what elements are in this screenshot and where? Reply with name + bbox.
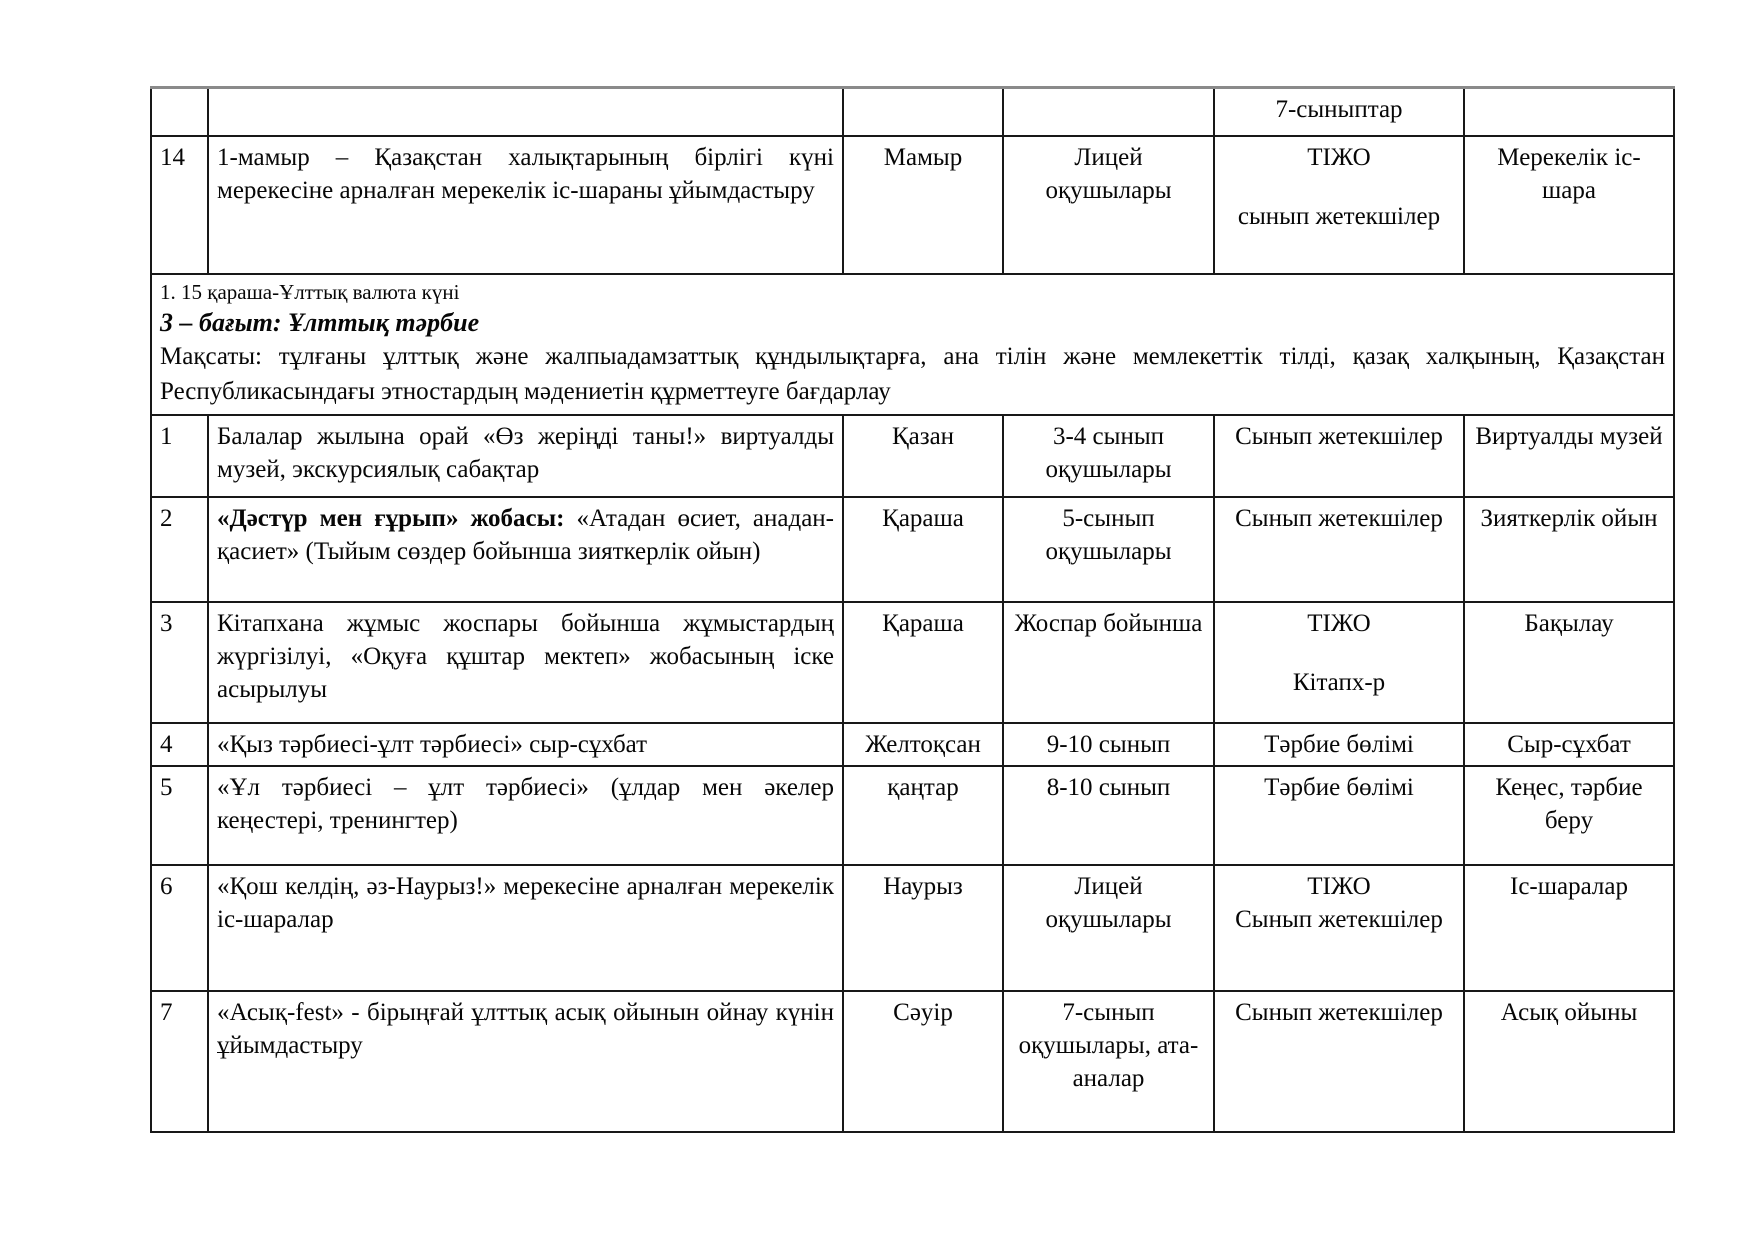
result-cell: Іс-шаралар: [1464, 865, 1674, 991]
month-cell: Наурыз: [843, 865, 1003, 991]
table-row-6: [151, 865, 1674, 991]
activity-cell: Кітапхана жұмыс жоспары бойынша жұмыстардың жүргізілуі, «Оқуға құштар мектеп» жобасының іске асырылуы: [208, 602, 843, 723]
responsible-cell: [1214, 415, 1464, 497]
responsible-cell: [1214, 766, 1464, 865]
participants-cell: Лицей оқушылары: [1003, 136, 1214, 274]
row-number-cell: 1: [151, 415, 208, 497]
plan-table: [150, 86, 1675, 1133]
row-number-cell: 7: [151, 991, 208, 1132]
table-row-5: [151, 766, 1674, 865]
section-row: [151, 274, 1674, 415]
responsible-text: Тәрбие бөлімі: [1264, 731, 1414, 758]
row-number-cell: 3: [151, 602, 208, 723]
responsible-cell: [1214, 991, 1464, 1132]
section-goal: Мақсаты: тұлғаны ұлттық және жалпыадамзаттық құндылықтарға, ана тілін және мемлекеттік тілді, қазақ халқының, Қазақстан Республикасындағы этностардың мәдениетін құрметтеуге бағдарлау: [160, 343, 1665, 405]
month-cell: [843, 88, 1003, 137]
month-cell: қаңтар: [843, 766, 1003, 865]
section-note: 1. 15 қараша-Ұлттық валюта күні: [160, 280, 460, 304]
table-row-1: [151, 415, 1674, 497]
row-number-cell: 5: [151, 766, 208, 865]
responsible-text: Кітапх-р: [1292, 669, 1386, 696]
responsible-cell: [1214, 723, 1464, 766]
activity-cell: «Қыз тәрбиесі-ұлт тәрбиесі» сыр-сұхбат: [208, 723, 843, 766]
activity-cell: «Қош келдің, әз-Наурыз!» мерекесіне арналған мерекелік іс-шаралар: [208, 865, 843, 991]
responsible-text: Сынып жетекшілер: [1235, 423, 1443, 450]
participants-cell: [1003, 88, 1214, 137]
responsible-cell: [1214, 136, 1464, 274]
month-cell: Қазан: [843, 415, 1003, 497]
participants-cell: 3-4 сынып оқушылары: [1003, 415, 1214, 497]
responsible-text: сынып жетекшілер: [1237, 203, 1441, 230]
row-number-cell: 6: [151, 865, 208, 991]
responsible-text: Сынып жетекшілер: [1235, 999, 1443, 1026]
activity-cell: Балалар жылына орай «Өз жеріңді таны!» виртуалды музей, экскурсиялық сабақтар: [208, 415, 843, 497]
participants-cell: Лицей оқушылары: [1003, 865, 1214, 991]
result-cell: [1464, 88, 1674, 137]
responsible-text: Тәрбие бөлімі: [1264, 774, 1414, 801]
responsible-cell: [1214, 865, 1464, 991]
result-cell: Бақылау: [1464, 602, 1674, 723]
responsible-text: 7-сыныптар: [1275, 96, 1403, 123]
result-cell: Зияткерлік ойын: [1464, 497, 1674, 602]
activity-cell: [208, 497, 843, 602]
activity-cell: «Ұл тәрбиесі – ұлт тәрбиесі» (ұлдар мен әкелер кеңестері, тренингтер): [208, 766, 843, 865]
table-row-14: [151, 136, 1674, 274]
responsible-cell: [1214, 88, 1464, 137]
activity-cell: [208, 88, 843, 137]
result-cell: Мерекелік іс-шара: [1464, 136, 1674, 274]
participants-cell: 5-сынып оқушылары: [1003, 497, 1214, 602]
section-cell: [151, 274, 1674, 415]
table-row-2: [151, 497, 1674, 602]
row-number-cell: 2: [151, 497, 208, 602]
table-row-partial: [151, 88, 1674, 137]
month-cell: Қараша: [843, 497, 1003, 602]
responsible-text: Сынып жетекшілер: [1235, 906, 1443, 933]
row-number-cell: 4: [151, 723, 208, 766]
responsible-text: ТІЖО: [1307, 610, 1371, 637]
activity-cell: 1-мамыр – Қазақстан халықтарының бірлігі күні мерекесіне арналған мерекелік іс-шараны ұйымдастыру: [208, 136, 843, 274]
month-cell: Қараша: [843, 602, 1003, 723]
row-number-cell: 14: [151, 136, 208, 274]
participants-cell: 9-10 сынып: [1003, 723, 1214, 766]
month-cell: Мамыр: [843, 136, 1003, 274]
participants-cell: Жоспар бойынша: [1003, 602, 1214, 723]
table-row-3: [151, 602, 1674, 723]
result-cell: Кеңес, тәрбие беру: [1464, 766, 1674, 865]
responsible-text: Сынып жетекшілер: [1235, 505, 1443, 532]
activity-bold-text: «Дәстүр мен ғұрып» жобасы:: [217, 505, 565, 532]
result-cell: Сыр-сұхбат: [1464, 723, 1674, 766]
month-cell: Желтоқсан: [843, 723, 1003, 766]
participants-cell: 7-сынып оқушылары, ата-аналар: [1003, 991, 1214, 1132]
section-title: 3 – бағыт: Ұлттық тәрбие: [160, 308, 480, 338]
month-cell: Сәуір: [843, 991, 1003, 1132]
activity-cell: «Асық-fest» - бірыңғай ұлттық асық ойынын ойнау күнін ұйымдастыру: [208, 991, 843, 1132]
participants-cell: 8-10 сынып: [1003, 766, 1214, 865]
table-row-4: [151, 723, 1674, 766]
responsible-cell: [1214, 497, 1464, 602]
table-row-7: [151, 991, 1674, 1132]
result-cell: Виртуалды музей: [1464, 415, 1674, 497]
responsible-text: ТІЖО: [1307, 144, 1371, 171]
result-cell: Асық ойыны: [1464, 991, 1674, 1132]
activity-text: «Атадан өсиет, анадан-қасиет» (Тыйым сөздер бойынша зияткерлік ойын): [217, 505, 834, 565]
row-number-cell: [151, 88, 208, 137]
responsible-text: ТІЖО: [1307, 873, 1371, 900]
responsible-cell: [1214, 602, 1464, 723]
